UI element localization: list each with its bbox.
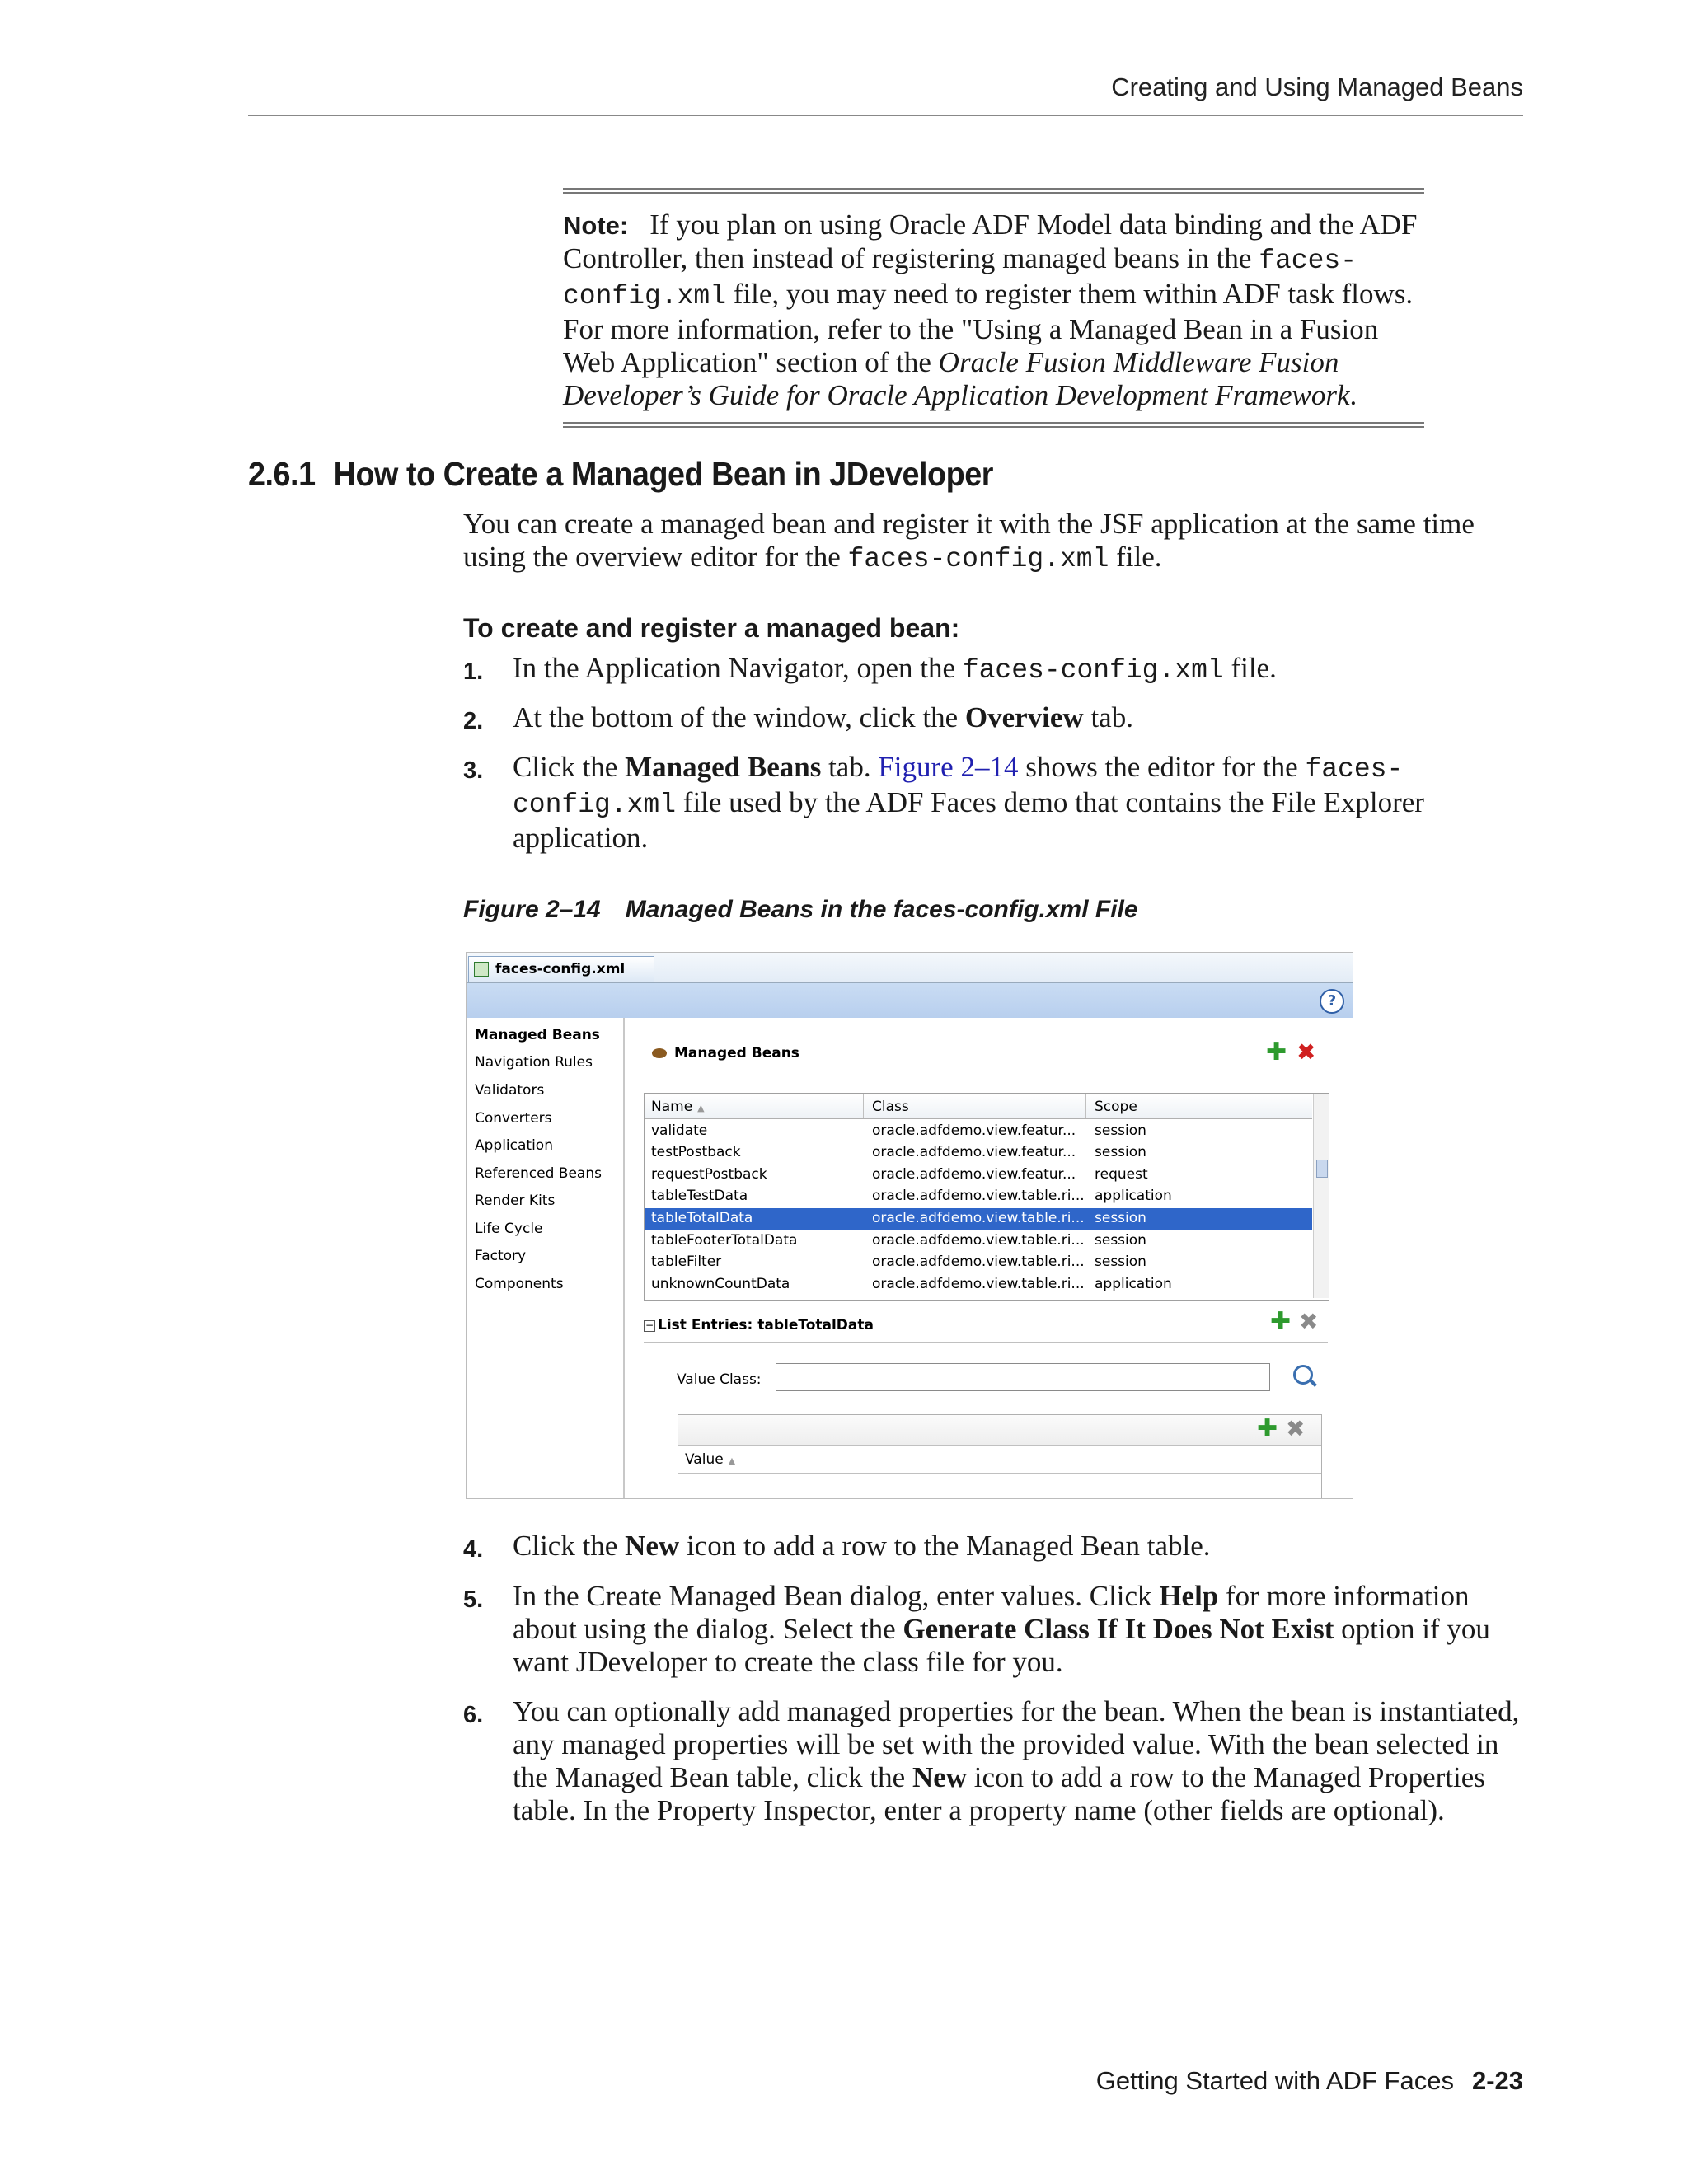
step-text-part: icon to add a row to the Managed Bean table. (679, 1530, 1211, 1562)
cell-scope: session (1095, 1210, 1146, 1226)
sidebar-item-converters[interactable]: Converters (475, 1110, 552, 1127)
section-number: 2.6.1 (248, 455, 316, 493)
help-icon[interactable]: ? (1320, 989, 1344, 1014)
sidebar-item-validators[interactable]: Validators (475, 1082, 545, 1099)
step-bold: New (912, 1761, 968, 1793)
figure-link[interactable]: Figure 2–14 (878, 751, 1019, 783)
step-code: faces-config.xml (962, 655, 1224, 686)
values-header (678, 1445, 1321, 1474)
cell-scope: session (1095, 1122, 1146, 1139)
delete-entry-icon[interactable]: ✖ (1299, 1308, 1319, 1335)
step-text-part: You can optionally add managed properties for the bean. When the bean is instantiated, any managed properties will be set with the provided value. With the bean selected in the Managed Bean table, click the (513, 1695, 1520, 1793)
cell-name: tableFooterTotalData (651, 1232, 798, 1249)
cell-class: oracle.adfdemo.view.featur... (872, 1144, 1076, 1160)
page-footer (1096, 2066, 1523, 2096)
table-row[interactable] (645, 1274, 1312, 1296)
note-bottom-rule (563, 422, 1424, 428)
sidebar-item-factory[interactable]: Factory (475, 1248, 527, 1264)
sidebar-item-life-cycle[interactable]: Life Cycle (475, 1221, 543, 1237)
note-book-title: Oracle Fusion Middleware Fusion Developer’s Guide for Oracle Application Development Framework (563, 346, 1350, 411)
step-text-part: tab. (821, 751, 879, 783)
xml-file-icon (474, 962, 489, 977)
add-entry-icon[interactable]: ✚ (1270, 1307, 1292, 1336)
cell-name: tableTestData (651, 1188, 748, 1204)
step-6 (463, 1695, 1526, 1827)
step-text-part: shows the editor for the (1018, 751, 1306, 783)
list-entries-title: List Entries: tableTotalData (658, 1317, 874, 1333)
column-label: Value (685, 1451, 724, 1468)
intro-paragraph (463, 508, 1526, 576)
step-bold: Generate Class If It Does Not Exist (903, 1613, 1334, 1645)
cell-scope: session (1095, 1254, 1146, 1270)
step-text-part: file. (1223, 652, 1277, 684)
step-4 (463, 1530, 1526, 1563)
step-text-part: icon to add a row to the Managed Properties table. In the Property Inspector, enter a property name (other fields are optional). (513, 1761, 1485, 1826)
note-text: . (1349, 379, 1357, 411)
step-text-part: option if you want JDeveloper to create the class file for you. (513, 1613, 1490, 1678)
step-text-part: for more information about using the dialog. Select the (513, 1580, 1470, 1645)
cell-name: validate (651, 1122, 708, 1139)
step-1 (463, 652, 1526, 687)
column-class[interactable]: Class (872, 1099, 909, 1115)
bean-icon (652, 1048, 667, 1058)
column-divider (1085, 1094, 1086, 1118)
note-top-rule (563, 188, 1424, 194)
step-text (513, 751, 1526, 855)
procedure-heading: To create and register a managed bean: (463, 613, 960, 643)
step-2 (463, 701, 1526, 734)
add-value-icon[interactable]: ✚ (1257, 1414, 1278, 1443)
step-text (513, 652, 1526, 687)
cell-name: testPostback (651, 1144, 741, 1160)
step-number: 4. (463, 1536, 484, 1563)
step-text-part: Click the (513, 1530, 626, 1562)
step-bold: Help (1159, 1580, 1219, 1612)
step-text (513, 1695, 1526, 1827)
step-text (513, 1580, 1526, 1679)
step-bold: Managed Beans (625, 751, 822, 783)
column-divider (863, 1094, 864, 1118)
values-toolbar (678, 1415, 1321, 1446)
cell-class: oracle.adfdemo.view.featur... (872, 1166, 1076, 1183)
step-code: faces-config.xml (513, 754, 1404, 820)
table-row[interactable] (645, 1165, 1312, 1186)
sidebar-item-navigation-rules[interactable]: Navigation Rules (475, 1054, 593, 1071)
column-label: Name (651, 1099, 693, 1115)
delete-bean-icon[interactable]: ✖ (1296, 1038, 1316, 1066)
step-5 (463, 1580, 1526, 1679)
step-text-part: In the Create Managed Bean dialog, enter values. Click (513, 1580, 1160, 1612)
collapse-toggle-icon[interactable]: − (645, 1319, 654, 1331)
table-row[interactable] (645, 1230, 1312, 1252)
figure-number: Figure 2–14 (463, 896, 601, 923)
sort-ascending-icon: ▲ (728, 1455, 736, 1466)
editor-header-band (467, 983, 1353, 1018)
cell-scope: request (1095, 1166, 1148, 1183)
editor-tab-bar (467, 953, 1353, 983)
step-3 (463, 751, 1526, 855)
step-text (513, 701, 1526, 734)
value-class-input[interactable] (776, 1363, 1270, 1391)
cell-name: tableTotalData (651, 1210, 753, 1226)
column-value[interactable] (685, 1451, 735, 1468)
cell-class: oracle.adfdemo.view.table.ri... (872, 1254, 1085, 1270)
cell-class: oracle.adfdemo.view.table.ri... (872, 1232, 1085, 1249)
section-heading: How to Create a Managed Bean in JDeveloper (333, 455, 993, 493)
step-text (513, 1530, 1526, 1563)
note-body (563, 194, 1424, 422)
table-scrollbar[interactable] (1313, 1094, 1329, 1298)
table-row[interactable] (645, 1186, 1312, 1207)
header-rule (248, 115, 1523, 116)
jdeveloper-screenshot (466, 952, 1353, 1499)
managed-beans-title: Managed Beans (674, 1045, 799, 1062)
value-class-label: Value Class: (677, 1371, 762, 1388)
step-text-part: At the bottom of the window, click the (513, 701, 965, 733)
page-number: 2-23 (1471, 2066, 1523, 2095)
faces-config-tab[interactable] (468, 956, 654, 982)
intro-code: faces-config.xml (847, 544, 1109, 574)
add-bean-icon[interactable]: ✚ (1266, 1038, 1287, 1066)
table-row[interactable] (645, 1252, 1312, 1273)
cell-scope: session (1095, 1232, 1146, 1249)
running-header: Creating and Using Managed Beans (1111, 73, 1523, 101)
managed-beans-table (644, 1093, 1329, 1301)
cell-name: requestPostback (651, 1166, 767, 1183)
step-number: 2. (463, 708, 484, 734)
step-text-part: file used by the ADF Faces demo that contains the File Explorer application. (513, 786, 1424, 854)
cell-scope: session (1095, 1144, 1146, 1160)
table-header (645, 1094, 1312, 1119)
sidebar-item-managed-beans[interactable]: Managed Beans (475, 1027, 600, 1043)
overview-sidebar (467, 1018, 625, 1498)
table-row[interactable] (645, 1121, 1312, 1142)
sidebar-item-referenced-beans[interactable]: Referenced Beans (475, 1165, 602, 1182)
column-name[interactable] (651, 1099, 705, 1115)
section-title (248, 455, 993, 494)
table-row[interactable] (645, 1142, 1312, 1164)
step-bold: Overview (964, 701, 1084, 733)
step-text-part: tab. (1083, 701, 1133, 733)
step-text-part: In the Application Navigator, open the (513, 652, 963, 684)
sidebar-item-components[interactable]: Components (475, 1276, 564, 1292)
step-text-part: Click the (513, 751, 626, 783)
note-box (563, 188, 1424, 428)
step-number: 3. (463, 757, 484, 784)
cell-class: oracle.adfdemo.view.table.ri... (872, 1188, 1085, 1204)
cell-class: oracle.adfdemo.view.table.ri... (872, 1210, 1085, 1226)
search-icon[interactable] (1293, 1365, 1313, 1385)
delete-value-icon[interactable]: ✖ (1286, 1415, 1306, 1442)
values-table (678, 1414, 1322, 1499)
note-text: If you plan on using Oracle ADF Model data binding and the ADF Controller, then instead of registering managed beans in the (563, 209, 1418, 274)
cell-name: tableFilter (651, 1254, 722, 1270)
sort-ascending-icon: ▲ (697, 1103, 705, 1113)
cell-name: unknownCountData (651, 1276, 790, 1292)
figure-title: Managed Beans in the faces-config.xml File (625, 896, 1138, 923)
cell-class: oracle.adfdemo.view.featur... (872, 1122, 1076, 1139)
step-number: 6. (463, 1702, 484, 1728)
intro-text: You can create a managed bean and register it with the JSF application at the same time using the overview editor for the (463, 508, 1475, 573)
step-number: 1. (463, 658, 484, 685)
note-text: file, you may need to register them within ADF task flows. For more information, refer to the "Using a Managed Bean in a Fusion Web Application" section of the (563, 278, 1414, 378)
cell-class: oracle.adfdemo.view.table.ri... (872, 1276, 1085, 1292)
table-row-selected[interactable] (645, 1208, 1312, 1230)
column-scope[interactable]: Scope (1095, 1099, 1137, 1115)
step-bold: New (625, 1530, 680, 1562)
footer-book-title: Getting Started with ADF Faces (1095, 2066, 1454, 2095)
note-label: Note: (563, 211, 629, 240)
note-code: faces-config.xml (563, 246, 1357, 312)
cell-scope: application (1095, 1188, 1172, 1204)
step-number: 5. (463, 1586, 484, 1613)
tab-label: faces-config.xml (495, 961, 626, 977)
sidebar-item-render-kits[interactable]: Render Kits (475, 1193, 556, 1209)
section-divider (644, 1342, 1328, 1343)
scrollbar-thumb[interactable] (1316, 1160, 1328, 1178)
cell-scope: application (1095, 1276, 1172, 1292)
sidebar-item-application[interactable]: Application (475, 1137, 553, 1154)
intro-text: file. (1109, 541, 1162, 573)
figure-caption (463, 896, 1138, 924)
